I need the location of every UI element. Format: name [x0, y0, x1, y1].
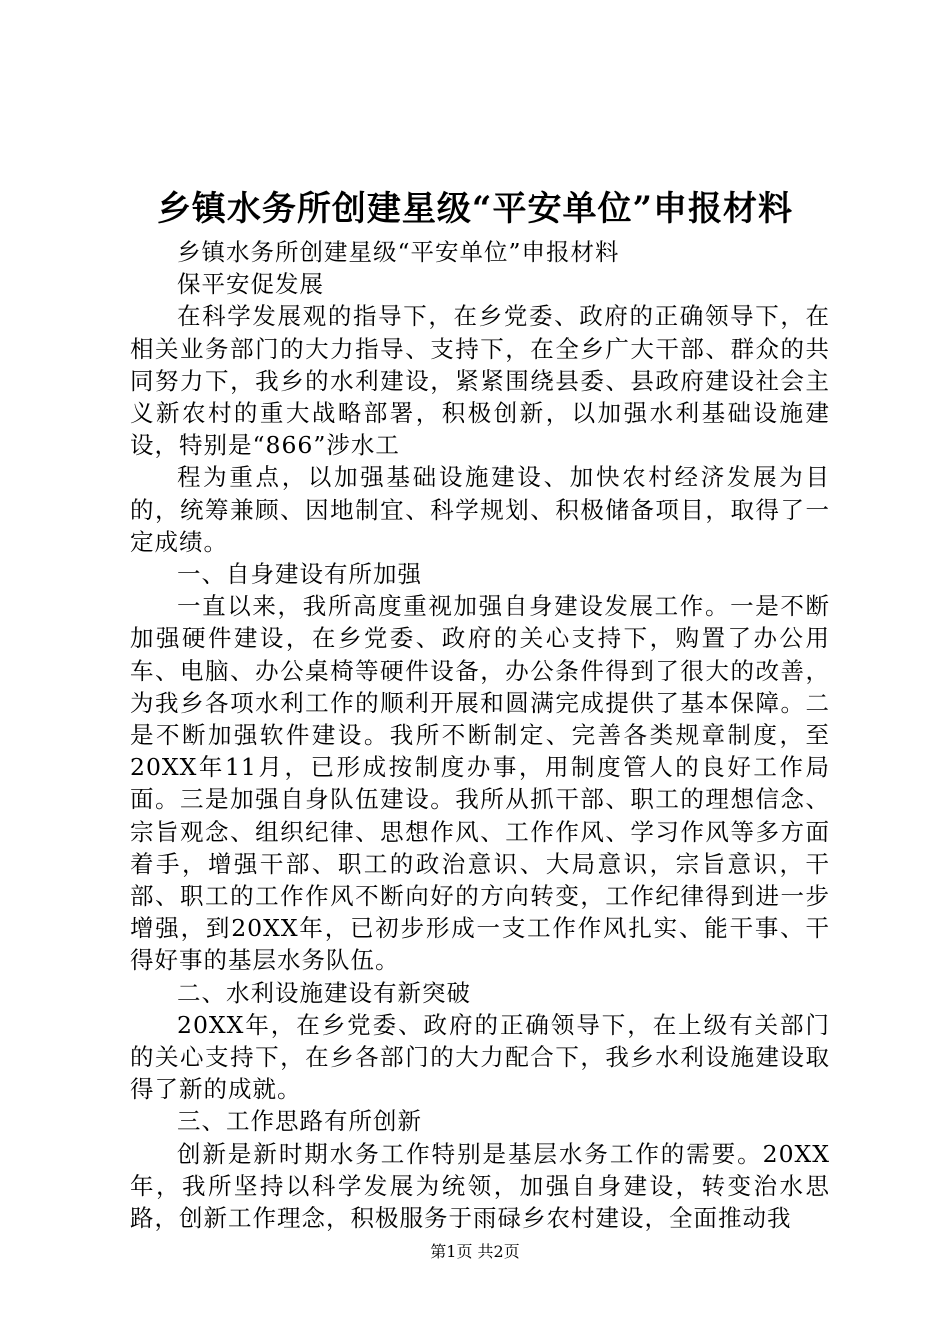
paragraph-intro: 在科学发展观的指导下，在乡党委、政府的正确领导下，在相关业务部门的大力指导、支持下，在全乡广大干部、群众的共同努力下，我乡的水利建设，紧紧围绕县委、县政府建设社会主义新农村的重大战略部署，积极创新，以加强水利基础设施建设，特别是“866”涉水工 — [130, 302, 830, 460]
paragraph-section-1: 一直以来，我所高度重视加强自身建设发展工作。一是不断加强硬件建设，在乡党委、政府的关心支持下，购置了办公用车、电脑、办公桌椅等硬件设备，办公条件得到了很大的改善，为我乡各项水利工作的顺利开展和圆满完成提供了基本保障。二是不断加强软件建设。我所不断制定、完善各类规章制度，至20XX年11月，已形成按制度办事，用制度管人的良好工作局面。三是加强自身队伍建设。我所从抓干部、职工的理想信念、宗旨观念、组织纪律、思想作风、工作作风、学习作风等多方面着手，增强干部、职工的政治意识、大局意识，宗旨意识，干部、职工的工作作风不断向好的方向转变，工作纪律得到进一步增强，到20XX年，已初步形成一支工作作风扎实、能干事、干得好事的基层水务队伍。 — [130, 592, 830, 975]
paragraph-slogan: 保平安促发展 — [177, 270, 324, 299]
document-body — [130, 236, 830, 1234]
paragraph-intro-continued: 程为重点，以加强基础设施建设、加快农村经济发展为目的，统筹兼顾、因地制宜、科学规划、积极储备项目，取得了一定成绩。 — [130, 463, 830, 556]
document-title: 乡镇水务所创建星级“平安单位”申报材料 — [156, 189, 794, 229]
section-heading-3: 三、工作思路有所创新 — [177, 1107, 422, 1136]
paragraph-section-3: 创新是新时期水务工作特别是基层水务工作的需要。20XX年，我所坚持以科学发展为统领，加强自身建设，转变治水思路，创新工作理念，积极服务于雨碌乡农村建设，全面推动我 — [130, 1139, 830, 1233]
section-heading-2: 二、水利设施建设有新突破 — [177, 978, 471, 1007]
paragraph-section-2: 20XX年，在乡党委、政府的正确领导下，在上级有关部门的关心支持下，在乡各部门的大力配合下，我乡水利设施建设取得了新的成就。 — [130, 1010, 830, 1104]
page-number-footer: 第1页 共2页 — [430, 1242, 520, 1261]
section-heading-1: 一、自身建设有所加强 — [177, 560, 422, 589]
paragraph-subtitle: 乡镇水务所创建星级“平安单位”申报材料 — [177, 238, 620, 266]
